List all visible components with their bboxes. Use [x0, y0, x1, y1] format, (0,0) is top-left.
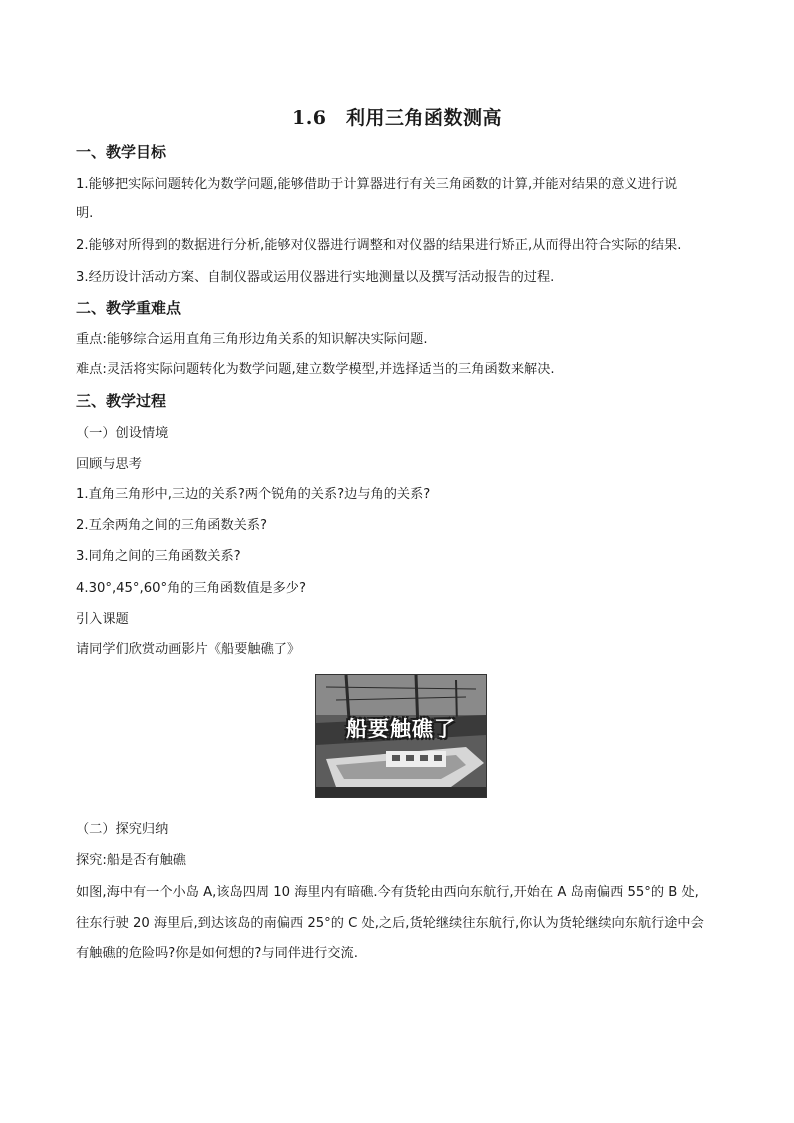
goal-2: 2.能够对所得到的数据进行分析,能够对仪器进行调整和对仪器的结果进行矫正,从而得出符合实际的结果.: [76, 238, 682, 253]
question-2: 2.互余两角之间的三角函数关系?: [76, 518, 268, 533]
section-heading-goals: 一、教学目标: [76, 143, 167, 161]
film-title-caption: 船要触礁了: [346, 717, 456, 741]
difficulty-point: 难点:灵活将实际问题转化为数学问题,建立数学模型,并选择适当的三角函数来解决.: [76, 362, 555, 377]
problem-line-1: 如图,海中有一个小岛 A,该岛四周 10 海里内有暗礁.今有货轮由西向东航行,开始在 A 岛南偏西 55°的 B 处,: [76, 885, 699, 900]
intro-topic: 引入课题: [76, 612, 129, 627]
goal-3: 3.经历设计活动方案、自制仪器或运用仪器进行实地测量以及撰写活动报告的过程.: [76, 270, 555, 285]
goal-1-line-2: 明.: [76, 206, 94, 221]
subsection-explore: （二）探究归纳: [76, 822, 169, 837]
section-heading-process: 三、教学过程: [76, 392, 167, 410]
ship-film-image: [315, 674, 487, 798]
section-heading-key-points: 二、教学重难点: [76, 299, 182, 317]
question-3: 3.同角之间的三角函数关系?: [76, 549, 241, 564]
watch-film-line: 请同学们欣赏动画影片《船要触礁了》: [76, 642, 301, 657]
goal-1-line-1: 1.能够把实际问题转化为数学问题,能够借助于计算器进行有关三角函数的计算,并能对结果的意义进行说: [76, 177, 678, 192]
problem-line-3: 有触礁的危险吗?你是如何想的?与同伴进行交流.: [76, 946, 358, 961]
review-label: 回顾与思考: [76, 457, 142, 472]
key-point: 重点:能够综合运用直角三角形边角关系的知识解决实际问题.: [76, 332, 428, 347]
problem-line-2: 往东行驶 20 海里后,到达该岛的南偏西 25°的 C 处,之后,货轮继续往东航行,你认为货轮继续向东航行途中会: [76, 916, 704, 931]
subsection-create-situation: （一）创设情境: [76, 426, 169, 441]
question-4: 4.30°,45°,60°角的三角函数值是多少?: [76, 581, 306, 596]
question-1: 1.直角三角形中,三边的关系?两个锐角的关系?边与角的关系?: [76, 487, 431, 502]
page-title: 1.6 利用三角函数测高: [291, 107, 503, 129]
explore-title: 探究:船是否有触礁: [76, 853, 186, 868]
